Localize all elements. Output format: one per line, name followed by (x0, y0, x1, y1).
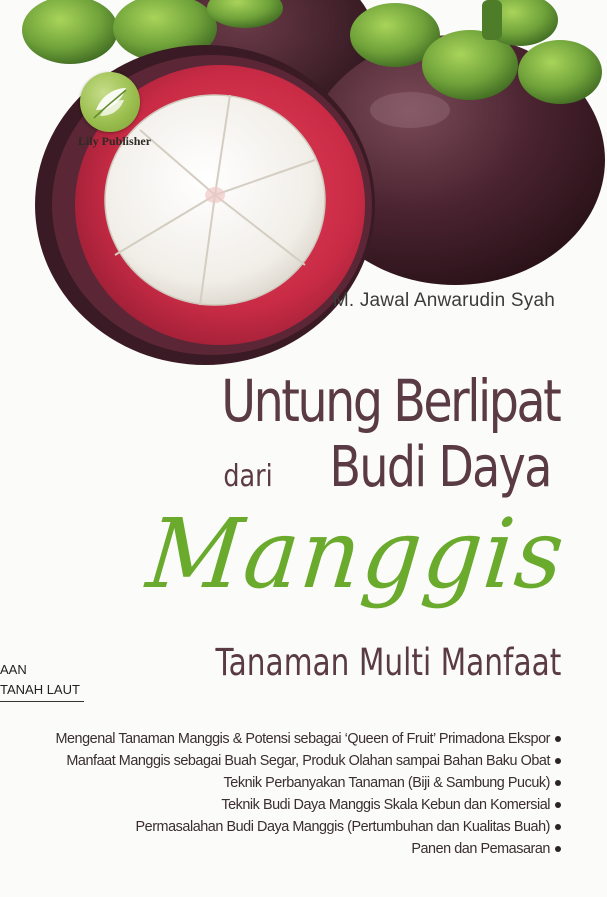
title-highlight: Manggis (142, 498, 571, 610)
library-stamp (0, 660, 84, 702)
title-line-1: Untung Berlipat (220, 367, 559, 435)
feature-list (41, 728, 561, 860)
publisher-logo (78, 72, 152, 152)
list-item: Teknik Perbanyakan Tanaman (Biji & Sambung Pucuk) (41, 772, 561, 794)
bullet-icon (555, 846, 561, 852)
bullet-icon (555, 824, 561, 830)
subtitle: Tanaman Multi Manfaat (215, 641, 561, 684)
list-item: Teknik Budi Daya Manggis Skala Kebun dan Komersial (41, 794, 561, 816)
library-stamp-line-1: AAN (0, 662, 27, 677)
author-name: M. Jawal Anwarudin Syah (332, 290, 555, 311)
list-item: Manfaat Manggis sebagai Buah Segar, Produk Olahan sampai Bahan Baku Obat (41, 750, 561, 772)
title-line-2 (219, 435, 551, 500)
bullet-icon (555, 802, 561, 808)
library-stamp-line-2: TANAH LAUT (0, 680, 84, 702)
publisher-name: Lily Publisher (78, 134, 152, 148)
list-item: Panen dan Pemasaran (41, 838, 561, 860)
list-item: Mengenal Tanaman Manggis & Potensi sebagai ‘Queen of Fruit’ Primadona Ekspor (41, 728, 561, 750)
leaf-icon (80, 72, 140, 132)
bullet-icon (555, 736, 561, 742)
bullet-icon (555, 780, 561, 786)
bullet-icon (555, 758, 561, 764)
title-line-2-prefix: dari (223, 459, 273, 494)
list-item: Permasalahan Budi Daya Manggis (Pertumbuhan dan Kualitas Buah) (41, 816, 561, 838)
title-line-2-main: Budi Daya (329, 435, 551, 500)
mangosteen-illustration (0, 0, 607, 380)
